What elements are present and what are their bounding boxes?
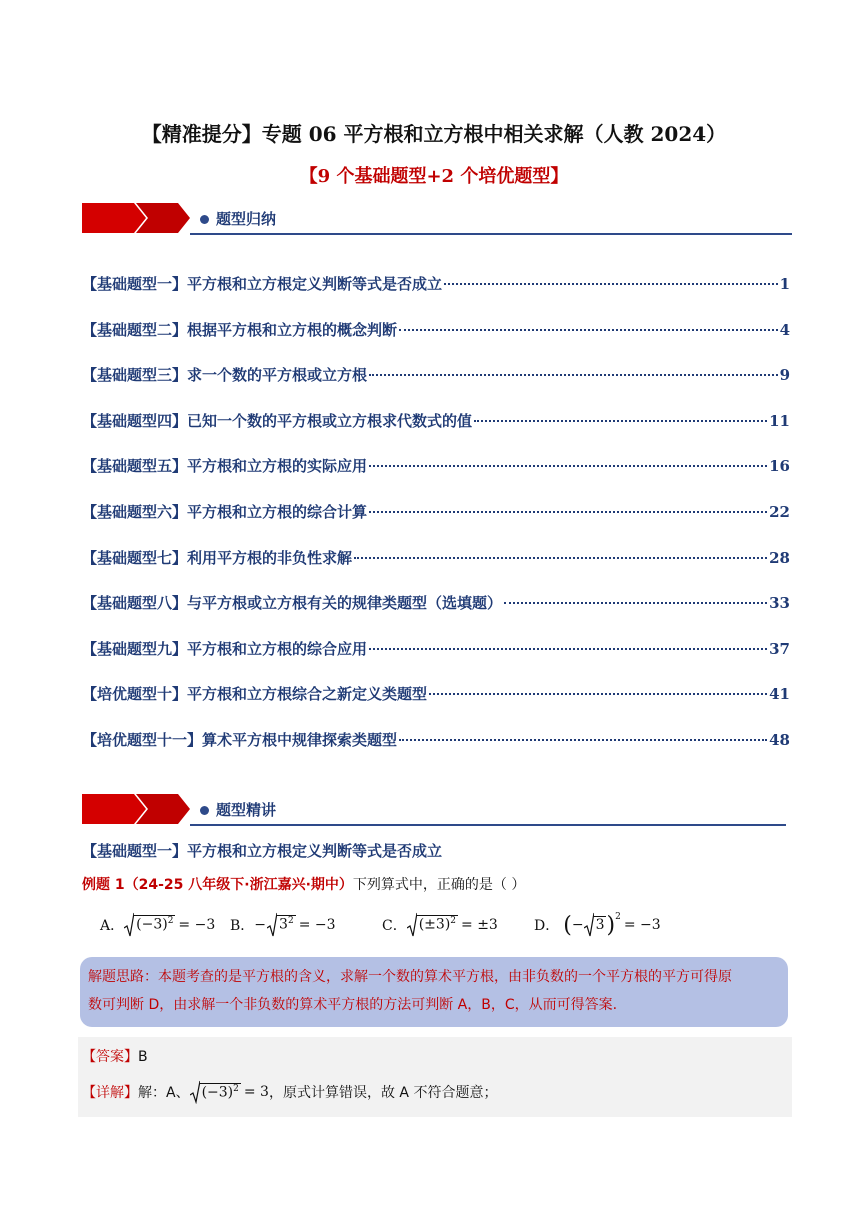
answer-value: B: [138, 1049, 148, 1065]
option-letter: C．: [382, 918, 407, 934]
detail-expression: (−3): [201, 1084, 234, 1101]
sqrt-radical-icon: [267, 912, 277, 938]
option-result: = ±3: [461, 917, 498, 933]
toc-leader-dots: [399, 739, 767, 741]
toc-item-title: 【基础题型六】平方根和立方根的综合计算: [82, 502, 368, 521]
toc-item[interactable]: [82, 410, 790, 456]
bullet-dot-icon: [200, 215, 209, 224]
toc-item-title: 【基础题型二】根据平方根和立方根的概念判断: [82, 320, 398, 339]
sqrt-radical-icon: [124, 912, 134, 938]
toc-page-number: 33: [769, 594, 790, 613]
detail-line: [82, 1080, 497, 1104]
toc-leader-dots: [369, 511, 767, 513]
table-of-contents: [82, 273, 790, 775]
toc-leader-dots: [369, 465, 767, 467]
page-title: 【精准提分】专题 06 平方根和立方根中相关求解（人教 2024）: [141, 122, 727, 146]
section-header-summary: [82, 203, 792, 235]
solution-idea-box: [80, 957, 788, 1027]
example-label: 例题 1（24-25 八年级下·浙江嘉兴·期中）: [82, 877, 353, 893]
toc-page-number: 22: [769, 502, 790, 521]
section-rule: [190, 824, 786, 826]
detail-exponent: 2: [233, 1084, 239, 1095]
option-c: [382, 908, 498, 942]
toc-item[interactable]: [82, 319, 790, 365]
option-letter: B．: [230, 918, 255, 934]
answer-box: [78, 1037, 792, 1117]
toc-page-number: 4: [779, 320, 790, 339]
sqrt-radical-icon: [584, 912, 594, 938]
section-header-explain: [82, 794, 792, 826]
toc-leader-dots: [474, 420, 767, 422]
toc-page-number: 41: [769, 685, 790, 704]
red-arrows-icon: [82, 203, 192, 233]
topic-heading: 【基础题型一】平方根和立方根定义判断等式是否成立: [82, 842, 443, 860]
section-label: 题型精讲: [216, 801, 277, 819]
toc-leader-dots: [444, 283, 778, 285]
option-result: = −3: [298, 917, 336, 933]
toc-item-title: 【基础题型八】与平方根或立方根有关的规律类题型（选填题）: [82, 594, 503, 613]
option-exponent: 2: [615, 912, 621, 922]
toc-item[interactable]: [82, 501, 790, 547]
toc-item[interactable]: [82, 273, 790, 319]
toc-item-title: 【基础题型九】平方根和立方根的综合应用: [82, 639, 368, 658]
toc-item[interactable]: [82, 364, 790, 410]
bullet-dot-icon: [200, 806, 209, 815]
toc-item[interactable]: [82, 547, 790, 593]
left-paren: (: [563, 912, 572, 938]
answer-line: [82, 1046, 148, 1066]
toc-leader-dots: [399, 329, 778, 331]
option-a: [100, 908, 215, 942]
minus-sign: −: [571, 917, 584, 933]
toc-item[interactable]: [82, 592, 790, 638]
toc-page-number: 48: [769, 730, 790, 749]
option-result: = −3: [623, 917, 661, 933]
option-exponent: 2: [287, 916, 294, 927]
toc-item[interactable]: [82, 683, 790, 729]
right-paren: ): [606, 912, 616, 938]
toc-item-title: 【基础题型七】利用平方根的非负性求解: [82, 548, 353, 567]
option-exponent: 2: [167, 916, 174, 927]
option-expression: (±3): [418, 916, 451, 933]
example-question: [82, 874, 525, 894]
option-expression: 3: [279, 916, 288, 933]
toc-item-title: 【基础题型三】求一个数的平方根或立方根: [82, 366, 368, 385]
section-label: 题型归纳: [216, 210, 277, 228]
toc-page-number: 11: [769, 411, 790, 430]
toc-item[interactable]: [82, 729, 790, 775]
option-exponent: 2: [450, 916, 457, 927]
toc-page-number: 16: [769, 457, 790, 476]
detail-prefix: 解：A、: [138, 1085, 190, 1101]
toc-page-number: 28: [769, 548, 790, 567]
toc-page-number: 37: [769, 639, 790, 658]
toc-leader-dots: [369, 374, 778, 376]
detail-suffix: ，原式计算错误，故 A 不符合题意；: [268, 1085, 498, 1101]
red-arrows-icon: [82, 794, 192, 824]
option-result: = −3: [178, 917, 216, 933]
section-rule: [190, 233, 792, 235]
sqrt-radical-icon: [190, 1080, 200, 1104]
idea-line: 数可判断 D，由求解一个非负数的算术平方根的方法可判断 A，B，C，从而可得答案.: [88, 997, 618, 1013]
toc-leader-dots: [369, 648, 767, 650]
answer-options: [100, 908, 790, 942]
page-subtitle: 【9 个基础题型+2 个培优题型】: [299, 166, 569, 187]
example-question-text: 下列算式中，正确的是（ ）: [352, 877, 526, 893]
toc-item-title: 【基础题型五】平方根和立方根的实际应用: [82, 457, 368, 476]
toc-leader-dots: [354, 557, 767, 559]
minus-sign: −: [254, 917, 267, 933]
option-expression: (−3): [136, 916, 168, 933]
toc-page-number: 9: [779, 366, 790, 385]
toc-item-title: 【培优题型十】平方根和立方根综合之新定义类题型: [82, 685, 428, 704]
sqrt-radical-icon: [407, 912, 417, 938]
toc-leader-dots: [504, 602, 767, 604]
toc-item[interactable]: [82, 638, 790, 684]
detail-label: 【详解】: [82, 1085, 138, 1101]
detail-result: = 3: [243, 1084, 269, 1100]
toc-item-title: 【基础题型一】平方根和立方根定义判断等式是否成立: [82, 275, 443, 293]
option-b: [230, 908, 336, 942]
idea-line: 解题思路：本题考查的是平方根的含义，求解一个数的算术平方根，由非负数的一个平方根的平方可得原: [88, 969, 732, 985]
toc-item[interactable]: [82, 455, 790, 501]
option-expression: 3: [595, 916, 605, 933]
toc-item-title: 【基础题型四】已知一个数的平方根或立方根求代数式的值: [82, 411, 473, 430]
answer-label: 【答案】: [82, 1049, 138, 1065]
option-letter: A．: [100, 918, 125, 934]
toc-page-number: 1: [779, 275, 790, 293]
option-d: [534, 908, 661, 942]
toc-leader-dots: [429, 693, 767, 695]
toc-item-title: 【培优题型十一】算术平方根中规律探索类题型: [82, 730, 398, 749]
option-letter: D．: [534, 918, 560, 934]
